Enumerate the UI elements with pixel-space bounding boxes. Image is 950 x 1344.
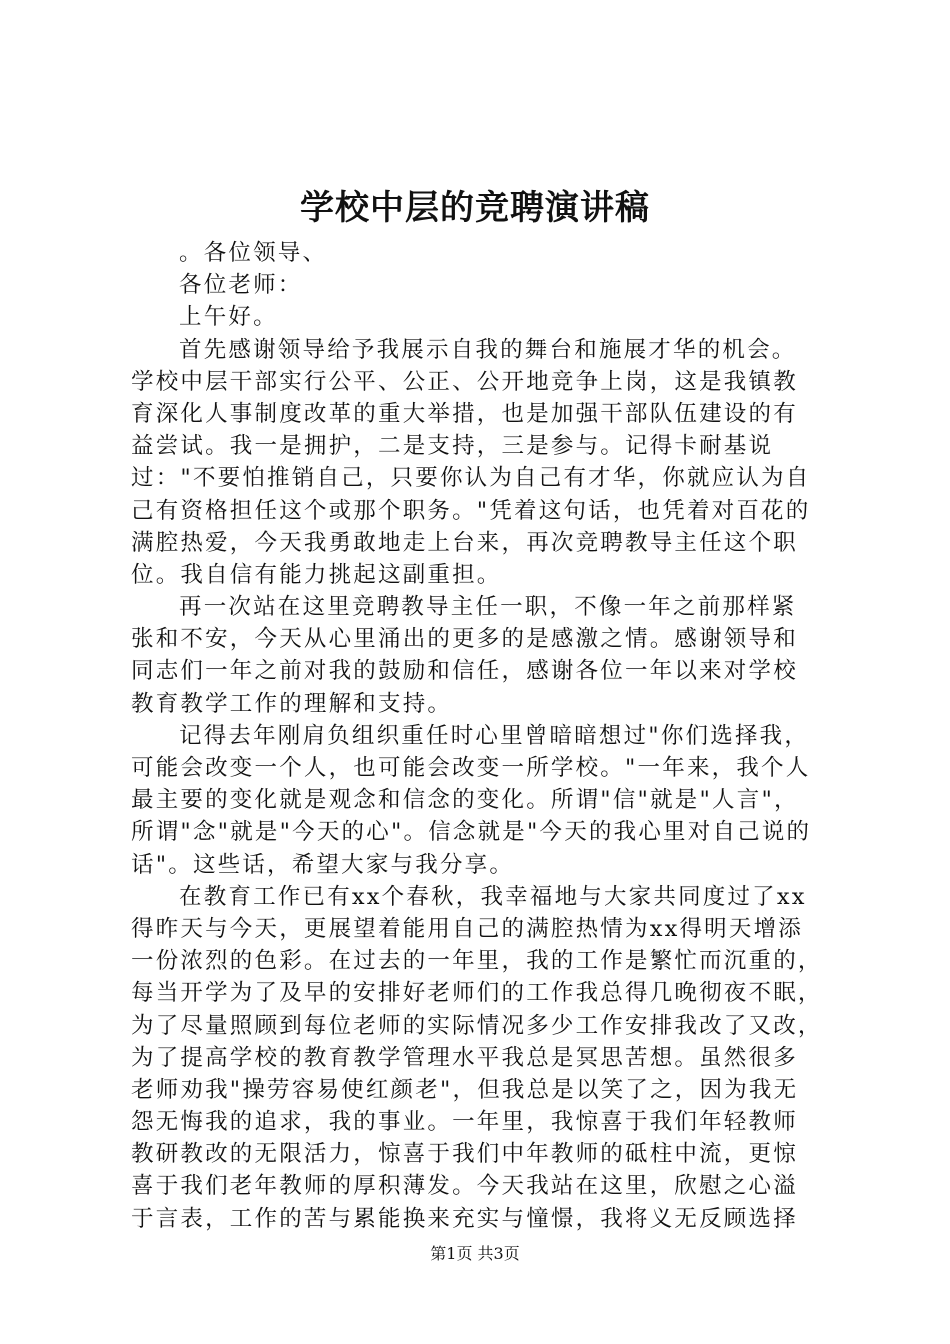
text-line: 。各位领导、 — [179, 240, 328, 266]
text-line: 首先感谢领导给予我展示自我的舞台和施展才华的机会。 — [179, 336, 797, 363]
text-line: 满腔热爱，今天我勇敢地走上台来，再次竞聘教导主任这个职 — [131, 529, 798, 556]
text-line: 张和不安，今天从心里涌出的更多的是感激之情。感谢领导和 — [131, 626, 798, 653]
text-line: 喜于我们老年教师的厚积薄发。今天我站在这里，欣慰之心溢 — [131, 1173, 798, 1200]
text-line: 各位老师： — [179, 272, 303, 299]
text-line: 己有资格担任这个或那个职务。"凭着这句话，也凭着对百花的 — [131, 497, 811, 524]
text-line: 所谓"念"就是"今天的心"。信念就是"今天的我心里对自己说的 — [131, 819, 812, 846]
text-line: 为了尽量照顾到每位老师的实际情况多少工作安排我改了又改， — [131, 1012, 823, 1039]
document-body — [131, 237, 831, 1235]
text-line: 可能会改变一个人，也可能会改变一所学校。"一年来，我个人 — [131, 755, 811, 781]
text-line: 记得去年刚肩负组织重任时心里曾暗暗想过"你们选择我， — [179, 722, 810, 749]
text-line: 每当开学为了及早的安排好老师们的工作我总得几晚彻夜不眠， — [131, 980, 823, 1007]
text-line: 育深化人事制度改革的重大举措，也是加强干部队伍建设的有 — [131, 400, 798, 427]
text-line: 益尝试。我一是拥护，二是支持，三是参与。记得卡耐基说 — [131, 433, 774, 460]
page-footer: 第1页 共3页 — [430, 1244, 520, 1263]
text-line: 再一次站在这里竞聘教导主任一职，不像一年之前那样紧 — [179, 594, 797, 621]
text-line: 于言表，工作的苦与累能换来充实与憧憬，我将义无反顾选择 — [131, 1205, 798, 1232]
text-line: 老师劝我"操劳容易使红颜老"，但我总是以笑了之，因为我无 — [131, 1076, 799, 1103]
text-line: 在教育工作已有xx个春秋，我幸福地与大家共同度过了xx — [179, 883, 807, 910]
text-line: 话"。这些话，希望大家与我分享。 — [131, 851, 515, 878]
document-title: 学校中层的竞聘演讲稿 — [300, 188, 650, 228]
text-line: 教育教学工作的理解和支持。 — [131, 690, 453, 717]
text-line: 过："不要怕推销自己，只要你认为自己有才华，你就应认为自 — [131, 465, 811, 492]
text-line: 为了提高学校的教育教学管理水平我总是冥思苦想。虽然很多 — [131, 1044, 798, 1071]
text-line: 教研教改的无限活力，惊喜于我们中年教师的砥柱中流，更惊 — [131, 1141, 798, 1168]
text-line: 一份浓烈的色彩。在过去的一年里，我的工作是繁忙而沉重的， — [131, 948, 823, 975]
text-line: 位。我自信有能力挑起这副重担。 — [131, 561, 502, 588]
text-line: 学校中层干部实行公平、公正、公开地竞争上岗，这是我镇教 — [131, 368, 798, 395]
text-line: 得昨天与今天，更展望着能用自己的满腔热情为xx得明天增添 — [131, 915, 803, 942]
text-line: 最主要的变化就是观念和信念的变化。所谓"信"就是"人言"， — [131, 787, 799, 814]
text-line: 上午好。 — [179, 304, 278, 331]
text-line: 同志们一年之前对我的鼓励和信任，感谢各位一年以来对学校 — [131, 658, 798, 685]
text-line: 怨无悔我的追求，我的事业。一年里，我惊喜于我们年轻教师 — [131, 1109, 798, 1136]
